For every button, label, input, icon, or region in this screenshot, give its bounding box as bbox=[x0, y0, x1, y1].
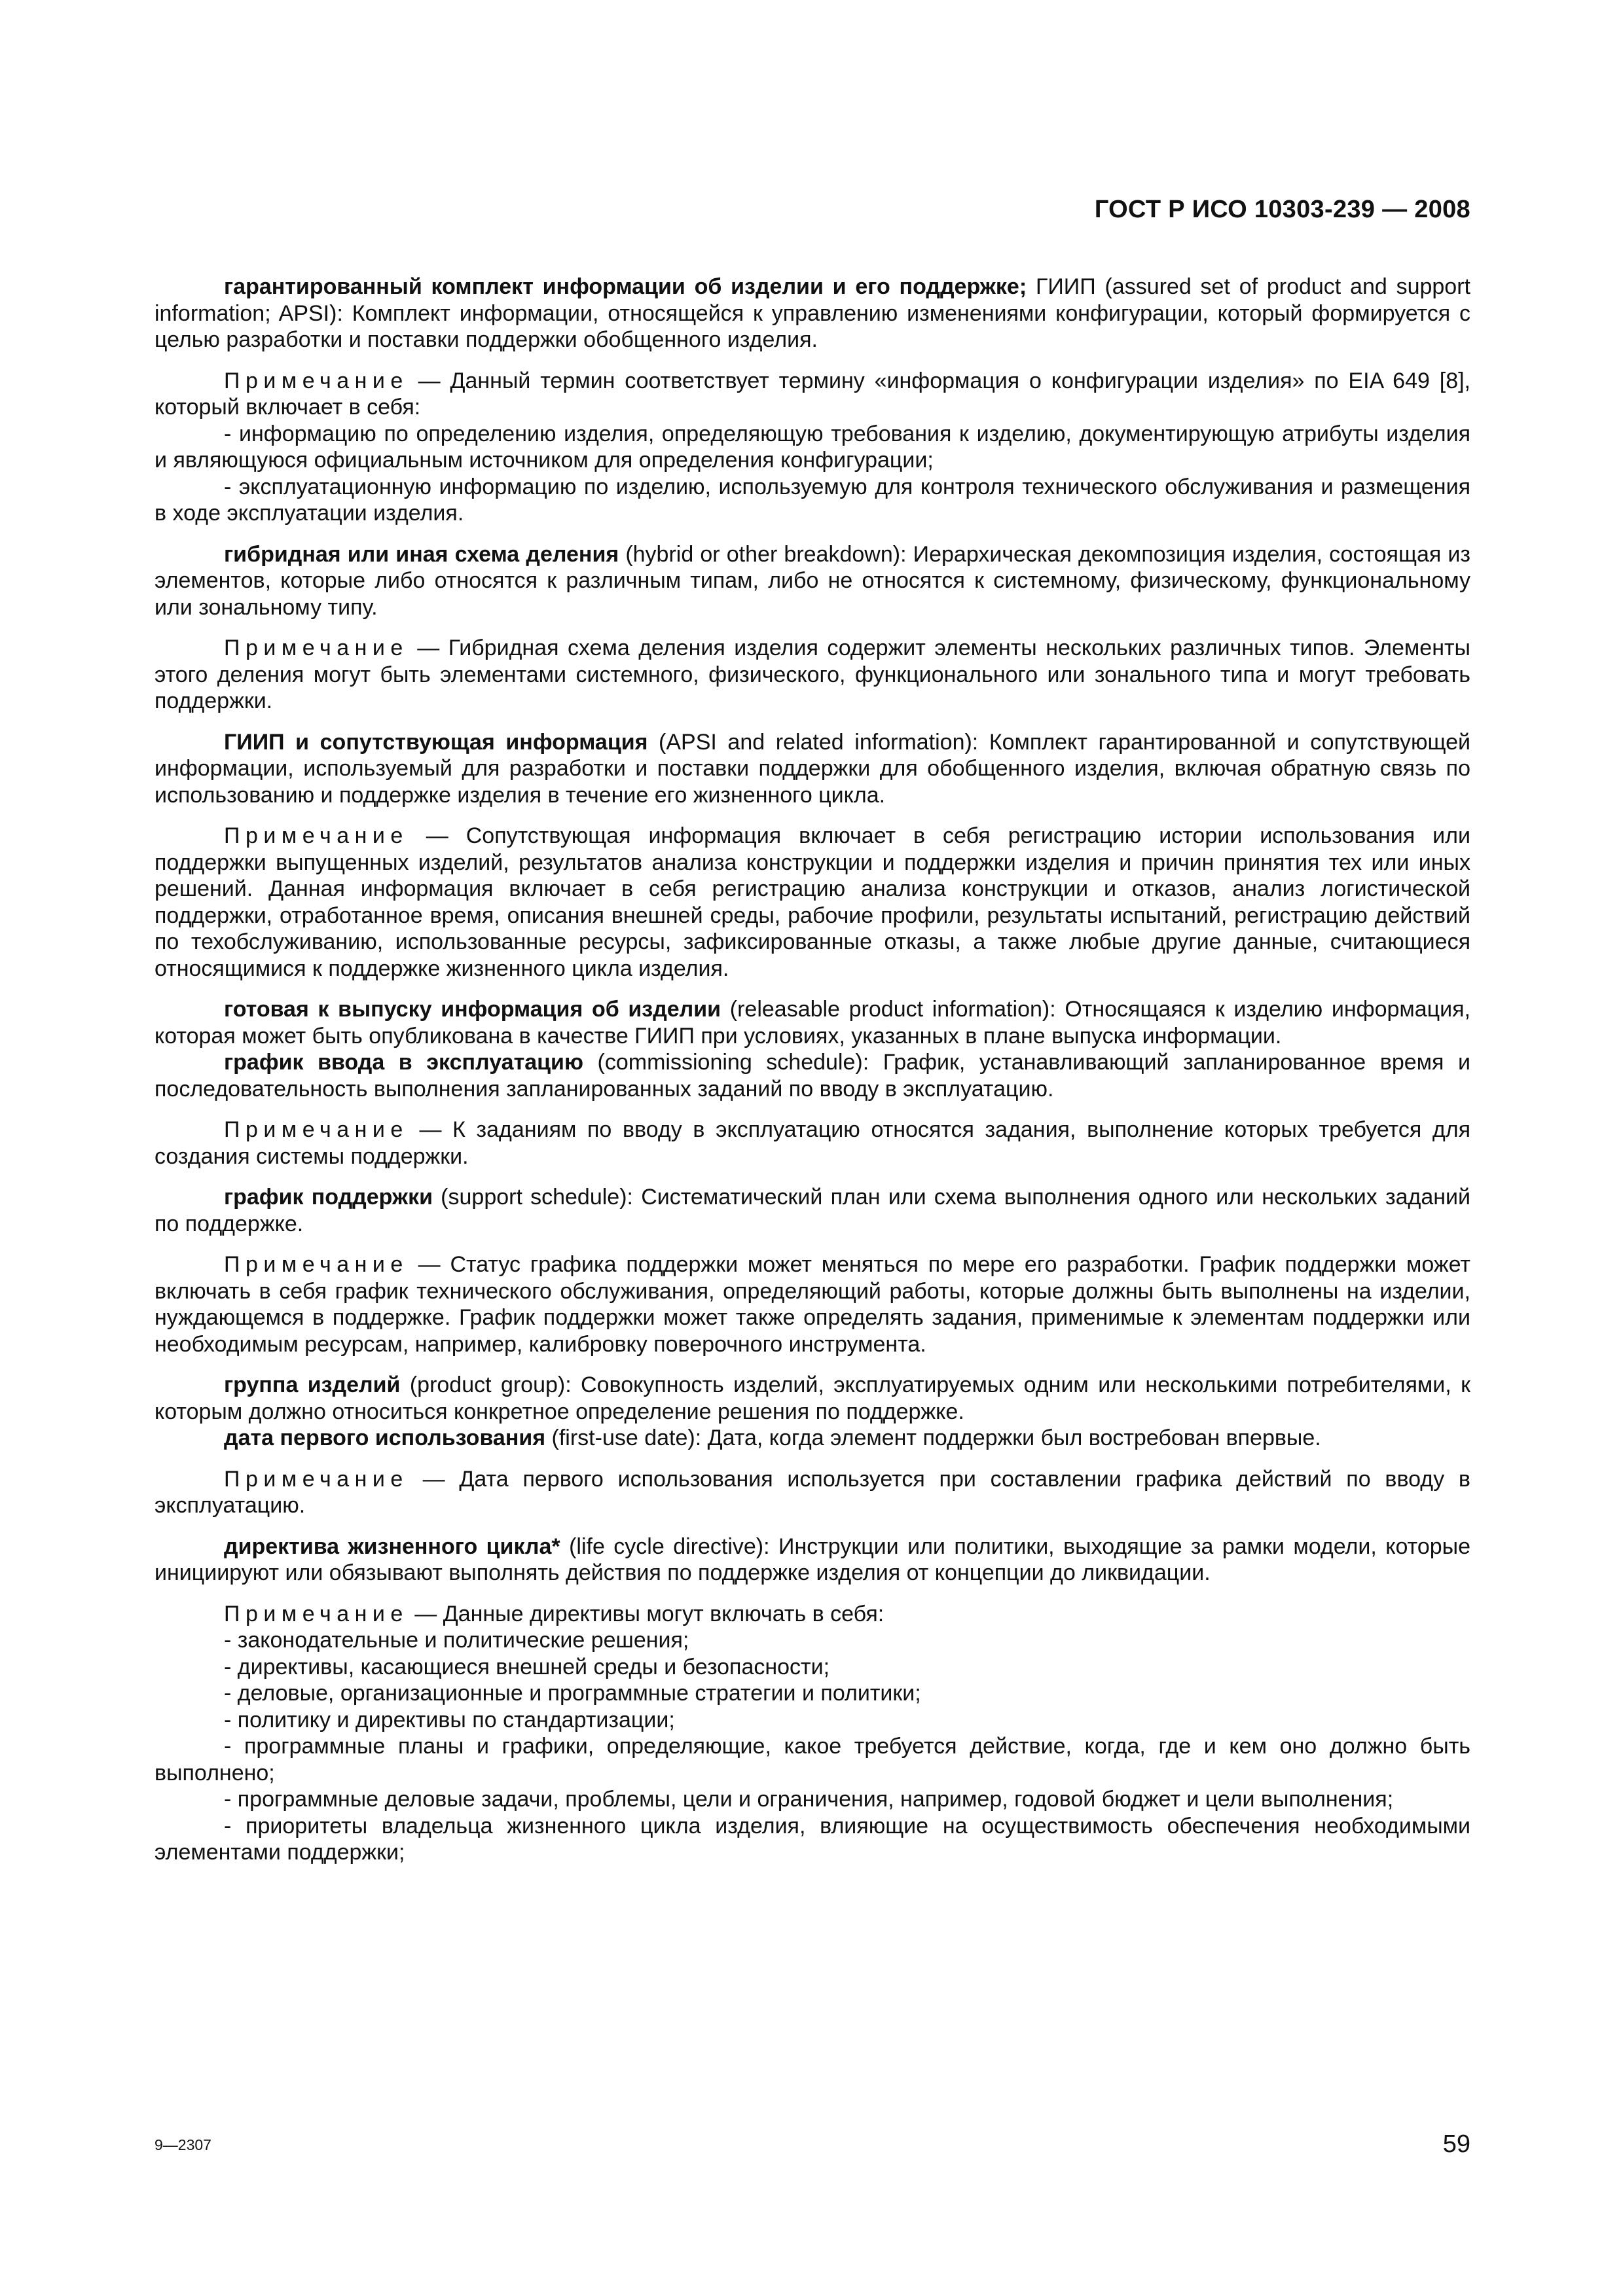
note-text: — Дата первого использования используется при составлении графика действий по вводу в эксплуатацию. bbox=[155, 1466, 1470, 1518]
note-label: Примечание bbox=[224, 823, 409, 848]
list-item: - приоритеты владельца жизненного цикла изделия, влияющие на осуществимость обеспечения необходимыми элементами поддержки; bbox=[155, 1813, 1470, 1865]
term-name: график ввода в эксплуатацию bbox=[224, 1050, 583, 1075]
term-text: (product group): Совокупность изделий, эксплуатируемых одним или несколькими потребителями, к которым должно относиться конкретное определение решения по поддержке. bbox=[155, 1372, 1471, 1424]
term-definition bbox=[155, 996, 1470, 1049]
note-paragraph bbox=[155, 1251, 1470, 1357]
term-name: дата первого использования bbox=[224, 1426, 546, 1450]
note-label: Примечание bbox=[224, 368, 409, 393]
note-label: Примечание bbox=[224, 1252, 409, 1277]
note-paragraph bbox=[155, 635, 1470, 715]
term-definition bbox=[155, 1425, 1470, 1452]
note-paragraph bbox=[155, 368, 1470, 421]
list-item: - директивы, касающиеся внешней среды и безопасности; bbox=[224, 1654, 830, 1679]
list-item: - политику и директивы по стандартизации; bbox=[224, 1707, 675, 1732]
page-number: 59 bbox=[1442, 2130, 1470, 2158]
term-definition bbox=[155, 729, 1470, 809]
note-text: — Гибридная схема деления изделия содержит элементы нескольких различных типов. Элементы этого деления могут быть элементами системного, физического, функционального или зонального типа и могут требовать поддержки. bbox=[155, 636, 1470, 713]
term-definition bbox=[155, 541, 1470, 621]
document-body bbox=[155, 274, 1470, 1866]
term-name: гибридная или иная схема деления bbox=[224, 541, 619, 567]
term-name: график поддержки bbox=[224, 1185, 433, 1210]
list-item: - информацию по определению изделия, определяющую требования к изделию, документирующую атрибуты изделия и являющуюся официальным источником для определения конфигурации; bbox=[155, 421, 1470, 473]
term-definition bbox=[155, 1534, 1470, 1587]
term-text: (hybrid or other breakdown): Иерархическая декомпозиция изделия, состоящая из элементов, которые либо относятся к различным типам, либо не относятся к системному, физическому, функциональному или зональному типу. bbox=[155, 541, 1470, 620]
note-label: Примечание bbox=[224, 1466, 409, 1492]
list-item: - законодательные и политические решения; bbox=[224, 1628, 689, 1653]
list-item: - эксплуатационную информацию по изделию, используемую для контроля технического обслуживания и размещения в ходе эксплуатации изделия. bbox=[155, 474, 1470, 526]
term-text: (releasable product information): Относящаяся к изделию информация, которая может быть опубликована в качестве ГИИП при условиях, указанных в плане выпуска информации. bbox=[155, 997, 1470, 1049]
term-name: группа изделий bbox=[224, 1372, 401, 1397]
print-code: 9—2307 bbox=[155, 2136, 211, 2153]
term-definition bbox=[155, 1049, 1470, 1102]
note-paragraph bbox=[155, 1601, 1470, 1628]
note-paragraph bbox=[155, 1117, 1470, 1170]
term-name: ГИИП и сопутствующая информация bbox=[224, 729, 648, 755]
term-text: (APSI and related information): Комплект гарантированной и сопутствующей информации, используемый для разработки и поставки поддержки для обобщенного изделия, включая обратную связь по использованию и поддержке изделия в течение его жизненного цикла. bbox=[155, 729, 1470, 808]
term-definition bbox=[155, 1184, 1470, 1237]
note-text: — К заданиям по вводу в эксплуатацию относятся задания, выполнение которых требуется для создания системы поддержки. bbox=[155, 1117, 1470, 1169]
term-name: готовая к выпуску информация об изделии bbox=[224, 997, 721, 1022]
list-item: - программные деловые задачи, проблемы, цели и ограничения, например, годовой бюджет и цели выполнения; bbox=[224, 1787, 1394, 1812]
note-paragraph bbox=[155, 1466, 1470, 1519]
list-item: - деловые, организационные и программные стратегии и политики; bbox=[224, 1681, 921, 1706]
term-name: директива жизненного цикла* bbox=[224, 1534, 560, 1559]
term-text: (first-use date): Дата, когда элемент поддержки был востребован впервые. bbox=[545, 1426, 1321, 1450]
note-label: Примечание bbox=[224, 1601, 409, 1626]
list-item: - программные планы и графики, определяющие, какое требуется действие, когда, где и кем оно должно быть выполнено; bbox=[155, 1734, 1470, 1785]
note-text: — Данные директивы могут включать в себя: bbox=[408, 1601, 884, 1626]
standard-designation: ГОСТ Р ИСО 10303-239 — 2008 bbox=[1094, 196, 1470, 223]
term-definition bbox=[155, 274, 1470, 353]
term-definition bbox=[155, 1372, 1470, 1425]
term-text: (support schedule): Систематический план или схема выполнения одного или нескольких заданий по поддержке. bbox=[155, 1185, 1470, 1236]
term-text: (commissioning schedule): График, устанавливающий запланированное время и последовательность выполнения запланированных заданий по вводу в эксплуатацию. bbox=[155, 1050, 1471, 1102]
term-text: (life cycle directive): Инструкции или политики, выходящие за рамки модели, которые инициируют или обязывают выполнять действия по поддержке изделия от концепции до ликвидации. bbox=[155, 1534, 1470, 1585]
note-label: Примечание bbox=[224, 1117, 409, 1142]
note-label: Примечание bbox=[224, 636, 409, 660]
note-text: — Сопутствующая информация включает в себя регистрацию истории использования или поддержки выпущенных изделий, результатов анализа конструкции и поддержки изделия и причин принятия тех или иных решений. Данная информация включает в себя регистрацию анализа конструкции и отказов, анализ логистической поддержки, отработанное время, описания внешней среды, рабочие профили, результаты испытаний, регистрацию действий по техобслуживанию, использованные ресурсы, зафиксированные отказы, а также любые другие данные, считающиеся относящимися к поддержке жизненного цикла изделия. bbox=[155, 823, 1470, 981]
term-text: ГИИП (assured set of product and support information; APSI): Комплект информации, относящейся к управлению изменениями конфигурации, который формируется с целью разработки и поставки поддержки обобщенного изделия. bbox=[155, 274, 1470, 352]
note-paragraph bbox=[155, 823, 1470, 982]
term-name: гарантированный комплект информации об изделии и его поддержке; bbox=[224, 274, 1027, 299]
note-text: — Статус графика поддержки может меняться по мере его разработки. График поддержки может включать в себя график технического обслуживания, определяющий работы, которые должны быть выполнены на изделии, нуждающемся в поддержке. График поддержки может также определять задания, применимые к элементам поддержки или необходимым ресурсам, например, калибровку поверочного инструмента. bbox=[155, 1252, 1470, 1357]
note-text: — Данный термин соответствует термину «информация о конфигурации изделия» по EIA 649 [8], который включает в себя: bbox=[155, 368, 1470, 420]
